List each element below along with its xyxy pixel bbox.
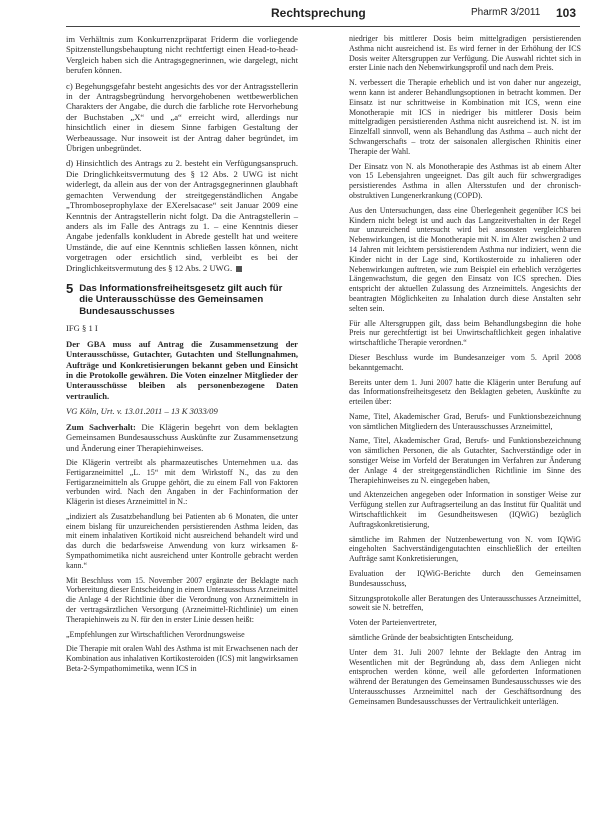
- facts-lead: Zum Sachverhalt:: [66, 421, 136, 432]
- paragraph: [66, 158, 298, 272]
- paragraph: Dieser Beschluss wurde im Bundesanzeiger vom 5. April 2008 bekanntgemacht.: [349, 352, 581, 372]
- headnote: Der GBA muss auf Antrag die Zusammensetzung der Unterausschüsse, Gutachter, Gutachten und Stellungnahmen, Aufträge und Konkretisierungen bekannt geben und Einsicht in die Protokolle gewähren. Die Voten einzelner Mitglieder der Unterausschüsse bleiben als personenbezogene Daten vertraulich.: [66, 338, 298, 401]
- list-paragraph: Evaluation der IQWiG-Berichte durch den Gemeinsamen Bundesausschuss,: [349, 569, 581, 588]
- paragraph: c) Begehungsgefahr besteht angesichts des vor der Antragsstellerin in der Antragsbegründung hervorgehobenen wettbewerblichen Charakters der Angabe, die durch die farbliche rote Hervorhebung der Buchstaben „X“ und „a“ erreicht wird, allerdings nur hinsichtlich einer in diesem Sinne farbigen Gestaltung der Werbeaussage. Nur insoweit ist der Antrag daher begründet, im Übrigen unbegründet.: [66, 80, 298, 154]
- list-paragraph: Voten der Parteienvertreter,: [349, 618, 437, 628]
- paragraph: Für alle Altersgruppen gilt, dass beim Behandlungsbeginn die hohe Preis nur gerechtfertigt ist bei Unwirtschaftlichkeit gegen inhalative wirtschaftliche Therapie verordnen.“: [349, 318, 581, 348]
- section-heading: [66, 280, 298, 318]
- list-paragraph: Name, Titel, Akademischer Grad, Berufs- und Funktionsbezeichnung von sämtlichen Personen, die als Gutachter, Sachverständige oder in sonstiger Weise im Vorfeld der Beratungen im Verfahren zur Änderung der Anlage 4 der streitgegenständlichen Richtlinie im Sinne des Therapiehinweises zu N. eingegeben haben,: [349, 436, 581, 485]
- paragraph: Unter dem 31. Juli 2007 lehnte der Beklagte den Antrag im Wesentlichen mit der Begründung ab, dass dem Anliegen nicht entsprochen werden könne, weil alle geforderten Informationen während der Beratungen des Gemeinsamen Bundesausschusses wie des Unterausschusses Arzneimittel nach der Geschäftsordnung des Gemeinsamen Bundesausschusses der Vertraulichkeit unterlägen.: [349, 647, 581, 706]
- facts-paragraph: [66, 422, 298, 453]
- paragraph: Mit Beschluss vom 15. November 2007 ergänzte der Beklagte nach Vorbereitung dieser Entscheidung in einem Unterausschuss Arzneimittel die Anlage 4 der Richtlinie über die Verordnung von Arzneimitteln in der vertragsärztlichen Versorgung (Arzneimittel-Richtlinie) um einen Therapiehinweis zu N. für den in erster Linie dessen heißt:: [66, 575, 298, 624]
- section-title: Das Informationsfreiheitsgesetz gilt auch für die Unterausschüsse des Gemeinsamen Bundesausschusses: [79, 282, 283, 317]
- page-header: [66, 4, 580, 24]
- paragraph: N. verbessert die Therapie erheblich und ist von daher nur angezeigt, wenn kann ist anderer Behandlungsoptionen in betracht kommen. Der Einsatz ist nur schrittweise in Kombination mit ICS, wenn eine Monotherapie mit ICS in niedriger bis mittlerer Dosis beim mittelgradigen persistierenden Asthma nicht ausreichend ist. N. ist im Einzelfall sinnvoll, wenn als Behandlung das Asthma – auch nicht der Schwangerschafts – trotz der saisonalen allergischen Rhinitis einer Therapie der Wahl.: [349, 78, 581, 156]
- header-divider: [66, 26, 580, 27]
- paragraph: Der Einsatz von N. als Monotherapie des Asthmas ist ab einem Alter von 15 Lebensjahren ungeeignet. Das gilt auch für schwergradiges persistierendes Asthma in allen Altersstufen und der chronisch-obstruktiven Lungenerkrankung (COPD).: [349, 161, 581, 200]
- quote-paragraph: „Empfehlungen zur Wirtschaftlichen Verordnungsweise: [66, 629, 245, 639]
- end-of-article-mark: [236, 266, 242, 272]
- list-paragraph: sämtliche im Rahmen der Nutzenbewertung von N. vom IQWiG eingeholten Sachverständigengutachten einschließlich der erteilten Aufträge samt Konkretisierungen,: [349, 534, 581, 564]
- section-number: 5: [66, 280, 74, 296]
- paragraph-text: d) Hinsichtlich des Antrags zu 2. besteht ein Verfügungsanspruch. Die Dringlichkeitsvermutung des § 12 Abs. 2 UWG ist nicht widerlegt, da allein aus der von der Antragsgegnerinnen glaubhaft gemachten Verwendung der streitgegenständlichen Angabe „Thromboseprophylaxe der EXerelsacase“ seit Januar 2009 eine Kenntnis der Antragstellerin nicht folgt. Da die Antragstellerin – anders als im Falle des Antrags zu 1. – eine Kenntnis dieser Angabe jedenfalls konkludent in Abrede gestellt hat und weitere Umstände, die auf eine Kenntnis schließen lassen können, nicht vorgetragen oder ersichtlich sind, verbleibt es bei der Dringlichkeitsvermutung des § 12 Abs. 2 UWG.: [66, 158, 298, 273]
- paragraph: niedriger bis mittlerer Dosis beim mittelgradigen persistierenden Asthma nicht ausreichend ist. Es wird ferner in der Erhöhung der ICS Dosis weiter Altersgruppen zur Verfügung. Die Auswahl richtet sich in erster Linie nach den Nebenwirkungsprofil und nach dem Preis.: [349, 34, 581, 73]
- court-citation: VG Köln, Urt. v. 13.01.2011 – 13 K 3033/09: [66, 406, 218, 417]
- right-column: [349, 34, 581, 712]
- rubric-title: Rechtsprechung: [271, 6, 366, 20]
- left-column: [66, 34, 298, 679]
- facts-text: Die Klägerin begehrt von dem beklagten Gemeinsamen Bundesausschuss Auskünfte zur Zusammensetzung und Änderung einer Therapiehinweises.: [66, 421, 299, 453]
- journal-issue: PharmR 3/2011: [471, 7, 541, 18]
- list-paragraph: Name, Titel, Akademischer Grad, Berufs- und Funktionsbezeichnung von sämtlichen Mitgliedern des Unterausschusses Arzneimittel,: [349, 411, 581, 431]
- list-paragraph: sämtliche Gründe der beabsichtigten Entscheidung.: [349, 633, 514, 643]
- paragraph: Die Therapie mit oralen Wahl des Asthma ist mit Erwachsenen nach der Kombination aus inhalativen Kortikosteroiden (ICS) mit langwirksamen Beta-2-Sympathomimetika, wenn ICS in: [66, 644, 298, 674]
- quote-paragraph: „indiziert als Zusatzbehandlung bei Patienten ab 6 Monaten, die unter einem bislang für unzureichenden persistierenden Asthma leiden, das mit einem inhalativen Kortikoid nicht ausreichend behandelt wird und das durch die bedarfsweise Anwendung von kurz wirksamen ß-Sympathomimetika nicht ausreichend unter Kontrolle gebracht werden kann.“: [66, 511, 298, 570]
- paragraph: Bereits unter dem 1. Juni 2007 hatte die Klägerin unter Berufung auf das Informationsfreiheitsgesetz den Beklagten gebeten, Auskünfte zu erteilen über:: [349, 377, 581, 407]
- paragraph: im Verhältnis zum Konkurrenzpräparat Friderm die vorliegende Spitzenstellungsbehauptung nicht rechtfertigt einen Head-to-head-Vergleich haben sich die Antragsgegnerinnen, wie dargelegt, nicht berufen können.: [66, 34, 298, 76]
- paragraph: Die Klägerin vertreibt als pharmazeutisches Unternehmen u.a. das Fertigarzneimittel „L. 15“ mit dem Wirkstoff N., das zu den Fertigarzneimitteln als Gruppe gehört, die zu einem Fall von Faktoren verbunden wird. Nach den Angaben in der Fachinformation der Klägerin ist dieses Arzneimittel in N.:: [66, 457, 298, 507]
- page-number: 103: [556, 6, 577, 20]
- list-paragraph: und Aktenzeichen angegeben oder Information in sonstiger Weise zur Verfügung stellen zur Auftragserteilung an das Institut für Qualität und Wirtschaftlichkeit im Gesundheitswesen (IQWiG) bezüglich Auftragskonkretisierung,: [349, 490, 581, 529]
- statute-reference: IFG § 1 I: [66, 323, 98, 334]
- list-paragraph: Sitzungsprotokolle aller Beratungen des Unterausschusses Arzneimittel, soweit sie N. betreffen,: [349, 593, 581, 613]
- paragraph: Aus den Untersuchungen, dass eine Überlegenheit gegenüber ICS bei Kindern nicht belegt ist und auch das Langzeitverhalten in der Regel nur unzureichend untersucht wird bei ansonsten vergleichbaren Nebenwirkungen, ist die Monotherapie mit N. im Alter zwischen 2 und 14 Jahren mit leichtem persistierendem Asthma nur indiziert, wenn die Kinder nicht in der Lage sind, Kortikosteroide zu inhalieren oder Nebenwirkungen auftreten, wie zum Beispiel ein erheblich verzögertes Längenwachstum, die gegen den Einsatz von ICS sprechen. Dies entspricht der aktuellen Zulassung des Arzneimittels. Angesichts der beantragten Möglichkeiten zu Inhalation durch diese Anstalten sehr selten sein.: [349, 205, 581, 313]
